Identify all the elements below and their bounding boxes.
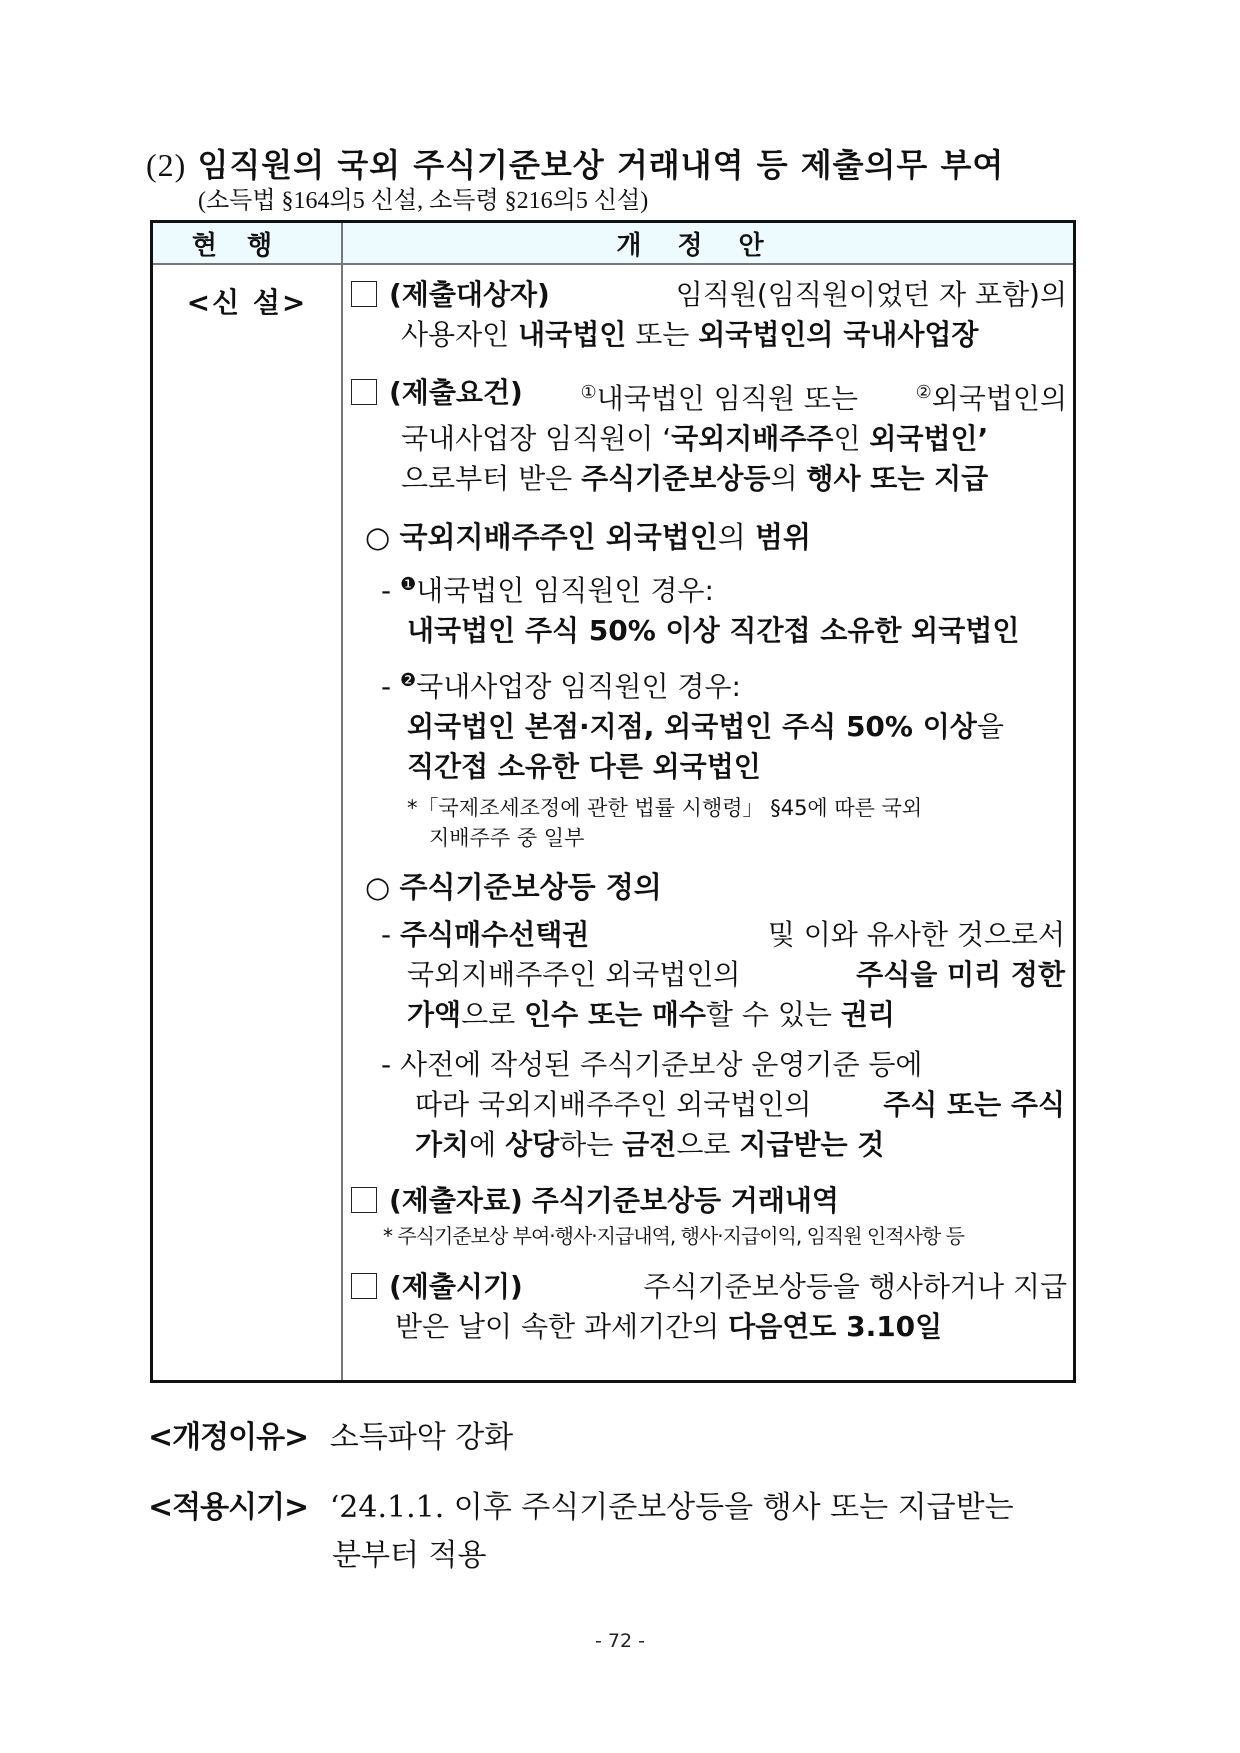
amendment-reason: <개정이유> 소득파악 강화 — [148, 1420, 514, 1455]
proposed-cell: (제출대상자) 임직원(임직원이었던 자 포함)의 사용자인 내국법인 또는 외국법인의 국내사업장 (제출요건) ①내국법인 임직원 또는 ②외국법인의 국내사업장 임직원이 ‘국외지배주주인 외국법인’ 으로부터 받은 주식기준보상등의 행사 또는 지급 ○ 국외지배주주인 외국법인의 범위 - $^❶$내국법인 임직원인 경우: 내국법인 주식 50% 이상 직간접 소유한 외국법인 - $^❷$국내사업장 임직원인 경우: 외국법인 본점·지점, 외국법인 주식 50% 이상을 직간접 소유한 다른 외국법인 *「국제조세조정에 관한 법률 시행령」 §45에 따른 국외 지배주주 중 일부 ○ 주식기준보상등 정의 - 주식매수선택권 및 이와 유사한 것으로서 국외지배주주인 외국법인의 주식을 미리 정한 가액으로 인수 또는 매수할 수 있는 권리 - 사전에 작성된 주식기준보상 운영기준 등에 따라 국외지배주주인 외국법인의 주식 또는 주식 가치에 상당하는 금전으로 지급받는 것 (제출자료) 주식기준보상등 거래내역 * 주식기준보상 부여·행사·지급내역, 행사·지급이익, 임직원 인적사항 등 (제출시기) 주식기준보상등을 행사하거나 지급 받은 날이 속한 과세기간의 다음연도 3.10일 — [342, 264, 1075, 1382]
current-cell — [152, 264, 343, 1382]
section-number: (2) — [146, 147, 187, 183]
table-body-row — [152, 264, 1075, 1382]
scope-case-1: - $^❶$내국법인 임직원인 경우: — [381, 574, 714, 607]
definition-heading: ○ 주식기준보상등 정의 — [365, 870, 662, 904]
scope-case-2: - $^❷$국내사업장 임직원인 경우: — [381, 670, 741, 703]
circle-bullet-icon: ○ — [365, 870, 391, 904]
filled-circled-one-icon: ❶ — [400, 574, 417, 595]
materials-footnote: * 주식기준보상 부여·행사·지급내역, 행사·지급이익, 임직원 인적사항 등 — [383, 1224, 964, 1248]
effective-date-cont: 분부터 적용 — [332, 1538, 487, 1573]
header-current: 현행 — [152, 222, 343, 265]
item-requirement: (제출요건) ①내국법인 임직원 또는 ②외국법인의 국내사업장 임직원이 ‘국외지배주주인 외국법인’ 으로부터 받은 주식기준보상등의 행사 또는 지급 — [351, 373, 1073, 499]
item-timing: (제출시기) 주식기준보상등을 행사하거나 지급 받은 날이 속한 과세기간의 다음연도 3.10일 — [351, 1267, 1073, 1347]
definition-1: - 주식매수선택권 및 이와 유사한 것으로서 — [381, 918, 1065, 951]
definition-2: - 사전에 작성된 주식기준보상 운영기준 등에 — [381, 1048, 923, 1081]
comparison-table — [150, 220, 1076, 1383]
circle-bullet-icon: ○ — [365, 520, 391, 554]
table-header-row — [152, 222, 1075, 265]
checkbox-square-icon — [351, 379, 377, 405]
section-title-text: 임직원의 국외 주식기준보상 거래내역 등 제출의무 부여 — [197, 146, 1005, 184]
circled-one-icon: ① — [580, 382, 597, 403]
item-target: (제출대상자) 임직원(임직원이었던 자 포함)의 사용자인 내국법인 또는 외국법인의 국내사업장 — [351, 275, 1073, 355]
scope-case-2-body: 외국법인 본점·지점, 외국법인 주식 50% 이상을 — [407, 710, 1004, 743]
checkbox-square-icon — [351, 1273, 377, 1299]
filled-circled-two-icon: ❷ — [400, 670, 417, 691]
effective-date: <적용시기> ‘24.1.1. 이후 주식기준보상등을 행사 또는 지급받는 — [148, 1490, 1014, 1525]
scope-footnote: *「국제조세조정에 관한 법률 시행령」 §45에 따른 국외 — [407, 796, 923, 820]
section-subtitle: (소득법 §164의5 신설, 소득령 §216의5 신설) — [198, 188, 649, 214]
scope-heading: ○ 국외지배주주인 외국법인의 범위 — [365, 520, 812, 554]
checkbox-square-icon — [351, 281, 377, 307]
circled-two-icon: ② — [915, 382, 932, 403]
page-number: - 72 - — [595, 1630, 645, 1652]
checkbox-square-icon — [351, 1187, 377, 1213]
scope-case-1-body: 내국법인 주식 50% 이상 직간접 소유한 외국법인 — [407, 614, 1020, 647]
item-materials: (제출자료) 주식기준보상등 거래내역 — [351, 1181, 1073, 1221]
new-provision-tag: <신 설> — [186, 286, 308, 319]
header-proposed: 개정안 — [342, 222, 1075, 265]
